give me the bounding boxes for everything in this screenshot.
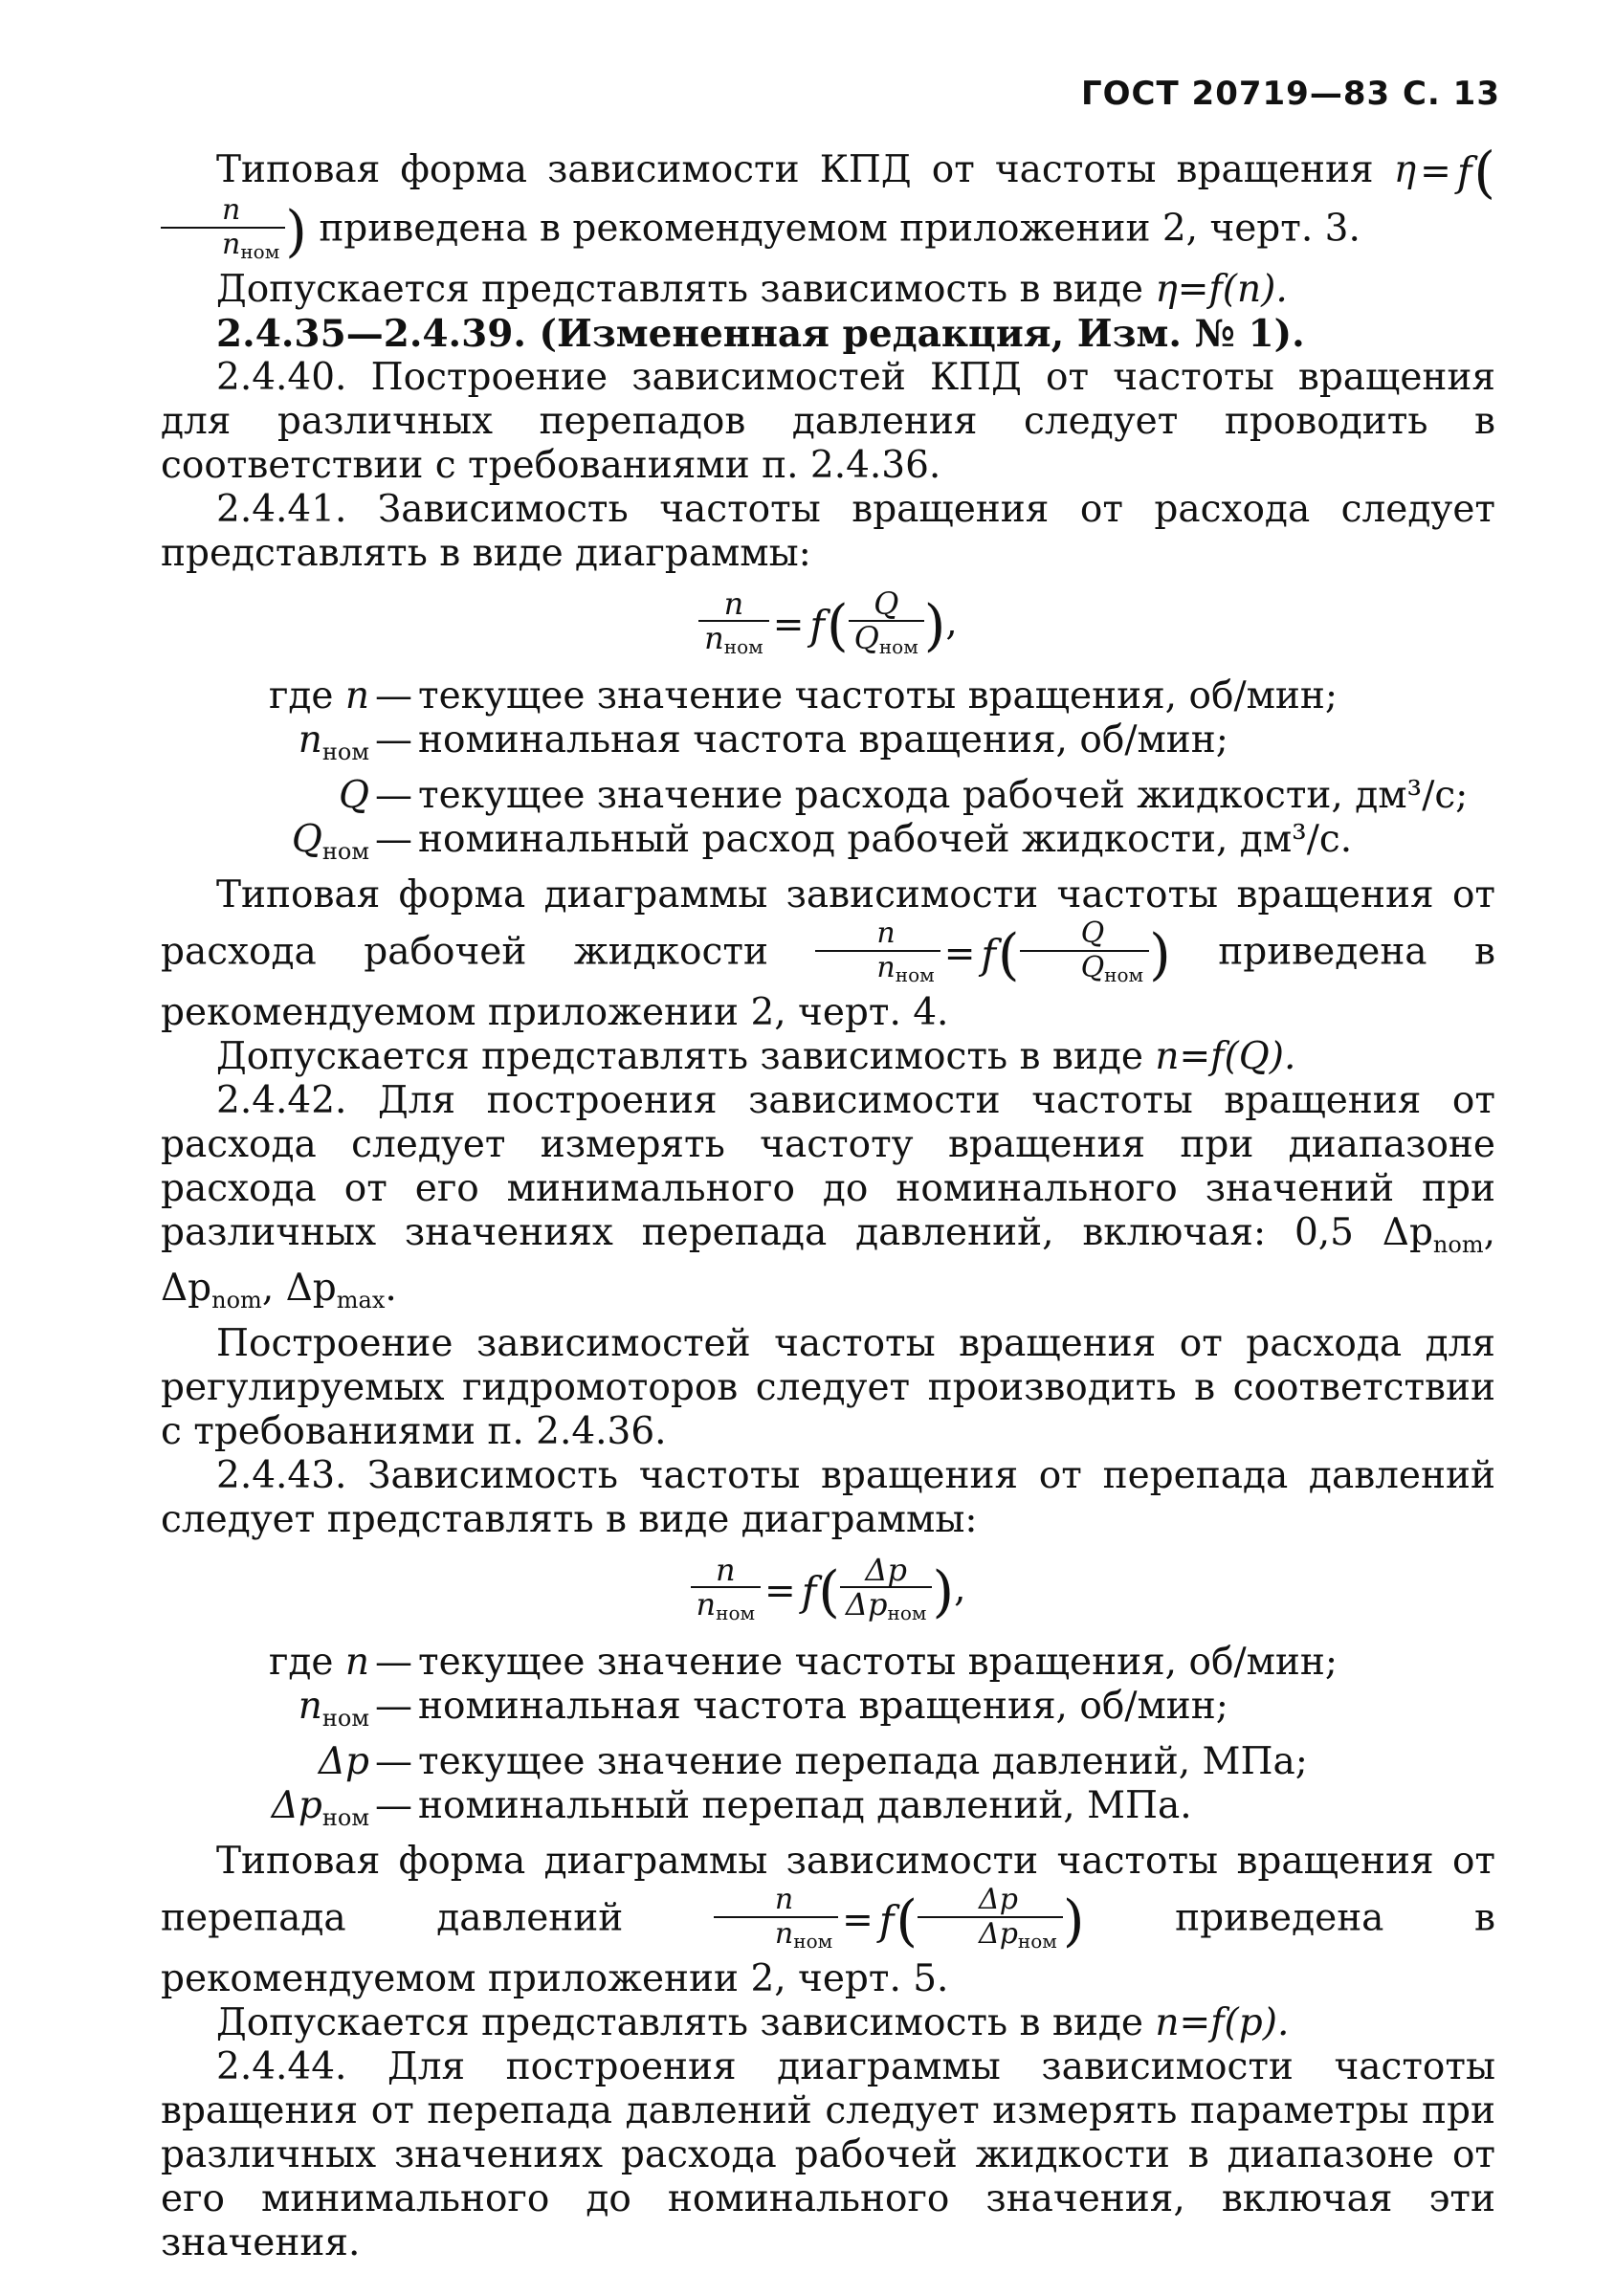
typical-text-a: Типовая форма диаграммы зависимости частоты вращения от расхода рабочей жидкости <box>161 873 1495 974</box>
page-header: ГОСТ 20719—83 С. 13 <box>1080 75 1500 113</box>
function-symbol: f <box>981 930 996 978</box>
lhs-den-sub: ном <box>716 1601 756 1624</box>
term-sub: ном <box>321 838 369 865</box>
lhs-den <box>691 1588 762 1629</box>
allowed-formula: n=f(p). <box>1155 2001 1290 2044</box>
definition-text: номинальная частота вращения, об/мин; <box>418 718 1228 762</box>
p42-end: . <box>385 1267 397 1310</box>
rhs-den-var: Δp <box>979 1917 1018 1951</box>
paragraph-2-4-42-b: Построение зависимостей частоты вращения от расхода для регулируемых гидромоторов следует производить в соответствии с требованиями п. 2.4.36. <box>161 1322 1495 1453</box>
equals-sign: = <box>764 1569 796 1613</box>
definition-term <box>161 818 369 873</box>
p42-mid2: , Δp <box>261 1267 337 1310</box>
term-symbol: n <box>344 1641 369 1684</box>
definition-item <box>161 718 1495 774</box>
definition-text: номинальная частота вращения, об/мин; <box>418 1685 1228 1728</box>
definition-term <box>161 1740 369 1784</box>
equals-sign: = <box>772 603 805 647</box>
paragraph-2-4-35: 2.4.35—2.4.39. (Измененная редакция, Изм. № 1). <box>216 312 1305 356</box>
fraction-numerator: n <box>161 194 285 229</box>
paren-open: ( <box>818 1558 840 1624</box>
intro-paragraph <box>161 140 1495 268</box>
allowed-text: Допускается представлять зависимость в виде <box>216 1035 1156 1078</box>
definition-item <box>161 1740 1495 1784</box>
lhs-fraction <box>698 587 769 663</box>
paragraph-2-4-43: 2.4.43. Зависимость частоты вращения от перепада давлений следует представлять в виде диаграммы: <box>161 1454 1495 1541</box>
definition-item <box>161 1784 1495 1840</box>
allowed-text: Допускается представлять зависимость в виде <box>216 2001 1156 2044</box>
definition-text: текущее значение расхода рабочей жидкости, дм³/с; <box>418 774 1469 817</box>
term-sub: ном <box>321 739 369 765</box>
paren-close: ) <box>923 592 946 658</box>
fraction-denominator <box>161 229 285 268</box>
definition-text: текущее значение частоты вращения, об/мин; <box>418 1641 1338 1684</box>
formula-tail: , <box>945 601 958 645</box>
definition-item <box>161 818 1495 873</box>
paragraph-2-4-44: 2.4.44. Для построения диаграммы зависимости частоты вращения от перепада давлений следует измерять параметры при различных значениях расхода рабочей жидкости в диапазоне от его минимального до номинального значения, включая эти значения. <box>161 2045 1495 2264</box>
term-symbol: n <box>298 718 322 762</box>
term-sub: ном <box>321 1705 369 1732</box>
lhs-num: n <box>714 1884 838 1918</box>
p42-sub-nom1: nom <box>1432 1231 1484 1258</box>
intro-tail: приведена в рекомендуемом приложении 2, черт. 3. <box>319 207 1361 251</box>
lhs-num: n <box>698 587 769 622</box>
allowed-text: Допускается представлять зависимость в виде <box>216 268 1156 311</box>
lhs-den <box>815 952 940 991</box>
equals-sign: = <box>842 1898 874 1942</box>
definition-term <box>161 774 369 818</box>
den-var: n <box>222 228 241 261</box>
rhs-num: Q <box>849 587 924 622</box>
rhs-den <box>849 622 924 663</box>
dash: — <box>375 774 412 817</box>
den-sub: ном <box>240 240 280 263</box>
equals-sign: = <box>943 932 976 976</box>
term-symbol: Δp <box>318 1740 369 1783</box>
definition-item <box>161 1641 1495 1685</box>
definition-term <box>161 718 369 774</box>
typical-form-2 <box>161 1840 1495 2001</box>
lhs-num: n <box>815 917 940 952</box>
p42-mid: , Δp <box>161 1211 1495 1310</box>
allowed-formula: n=f(Q). <box>1155 1035 1296 1078</box>
lhs-den-sub: ном <box>793 1930 833 1953</box>
paragraph-2-4-42 <box>161 1079 1495 1322</box>
typical-text-b: приведена в рекомендуемом приложении 2, черт. 4. <box>161 930 1495 1034</box>
lhs-den <box>714 1918 838 1957</box>
eta-symbol: η <box>1393 148 1417 191</box>
term-symbol: n <box>344 674 369 718</box>
lhs-den-sub: ном <box>723 635 763 658</box>
typical-text-b: приведена в рекомендуемом приложении 2, черт. 5. <box>161 1896 1495 2000</box>
paren-close: ) <box>932 1558 955 1624</box>
term-sub: ном <box>321 1804 369 1831</box>
lhs-den-var: n <box>876 951 896 984</box>
definition-item <box>161 1685 1495 1740</box>
rhs-den-sub: ном <box>887 1601 927 1624</box>
equals-sign: = <box>1420 150 1451 193</box>
function-symbol: f <box>878 1896 895 1944</box>
definition-text: номинальный перепад давлений, МПа. <box>418 1784 1192 1827</box>
definition-term <box>161 1685 369 1740</box>
allowed-2 <box>161 2001 1495 2045</box>
function-symbol: f <box>801 1567 817 1615</box>
rhs-den <box>918 1918 1063 1957</box>
definition-item <box>161 774 1495 818</box>
dash: — <box>375 674 412 718</box>
definition-text: текущее значение частоты вращения, об/мин; <box>418 674 1338 718</box>
paren-open: ( <box>826 592 849 658</box>
lhs-fraction <box>691 1554 762 1629</box>
rhs-den <box>840 1588 933 1629</box>
rhs-num: Δp <box>840 1554 933 1588</box>
term-symbol: Q <box>339 774 369 817</box>
paren-open: ( <box>896 1888 918 1954</box>
intro-allowed <box>161 268 1495 312</box>
p42-text: 2.4.42. Для построения зависимости частоты вращения от расхода следует измерять частоту вращения при диапазоне расхода от его минимального до номинального значений при различных значениях перепада давлений, включая: 0,5 Δp <box>161 1079 1495 1254</box>
definition-text: текущее значение перепада давлений, МПа; <box>418 1740 1308 1783</box>
lhs-den-sub: ном <box>895 963 935 986</box>
definitions-list-1 <box>161 674 1495 873</box>
where-word: где <box>268 1641 334 1684</box>
document-body <box>161 140 1495 2265</box>
dash: — <box>375 1740 412 1783</box>
typical-form-1 <box>161 873 1495 1035</box>
dash: — <box>375 1685 412 1728</box>
definition-text: номинальный расход рабочей жидкости, дм³/с. <box>418 818 1353 861</box>
rhs-fraction <box>840 1554 933 1629</box>
lhs-num: n <box>691 1554 762 1588</box>
paren-close: ) <box>285 198 307 264</box>
paren-close: ) <box>1149 921 1171 987</box>
paragraph-2-4-40: 2.4.40. Построение зависимостей КПД от частоты вращения для различных перепадов давления следует проводить в соответствии с требованиями п. 2.4.36. <box>161 356 1495 487</box>
typical-text-a: Типовая форма диаграммы зависимости частоты вращения от перепада давлений <box>161 1840 1495 1940</box>
rhs-den-sub: ном <box>1104 963 1144 986</box>
lhs-den-var: n <box>704 620 724 656</box>
intro-fraction <box>161 194 285 268</box>
definition-term <box>161 1641 369 1685</box>
function-symbol: f <box>1456 148 1472 195</box>
allowed-formula: η=f(n). <box>1155 268 1288 311</box>
rhs-den-sub: ном <box>1017 1930 1057 1953</box>
lhs-den-var: n <box>774 1917 794 1951</box>
inline-lhs-fraction <box>815 917 940 991</box>
definition-term <box>161 674 369 718</box>
rhs-num: Q <box>1020 917 1150 952</box>
inline-rhs-fraction <box>1020 917 1150 991</box>
p42-sub-max: max <box>336 1287 386 1314</box>
definition-term <box>161 1784 369 1840</box>
function-symbol: f <box>809 601 825 649</box>
inline-lhs-fraction <box>714 1884 838 1957</box>
rhs-den-var: Q <box>853 620 879 656</box>
formula-n-q <box>161 587 1495 663</box>
rhs-num: Δp <box>918 1884 1063 1918</box>
dash: — <box>375 1784 412 1827</box>
lhs-den <box>698 622 769 663</box>
paragraph-2-4-41: 2.4.41. Зависимость частоты вращения от расхода следует представлять в виде диаграммы: <box>161 488 1495 575</box>
dash: — <box>375 818 412 861</box>
definitions-list-2 <box>161 1641 1495 1840</box>
rhs-den-var: Q <box>1080 951 1105 984</box>
dash: — <box>375 718 412 762</box>
intro-line1: Типовая форма зависимости КПД от частоты вращения <box>216 148 1374 191</box>
dash: — <box>375 1641 412 1684</box>
allowed-1 <box>161 1035 1495 1079</box>
rhs-den-sub: ном <box>878 635 918 658</box>
p42-sub-nom2: nom <box>211 1287 262 1314</box>
rhs-fraction <box>849 587 924 663</box>
lhs-den-var: n <box>696 1586 717 1623</box>
paren-open: ( <box>997 921 1020 987</box>
term-symbol: Q <box>291 818 322 861</box>
definition-item <box>161 674 1495 718</box>
formula-n-dp <box>161 1554 1495 1629</box>
term-symbol: Δp <box>271 1784 322 1827</box>
inline-rhs-fraction <box>918 1884 1063 1957</box>
paren-open: ( <box>1473 140 1495 205</box>
term-symbol: n <box>298 1685 322 1728</box>
formula-tail: , <box>954 1567 966 1611</box>
paren-close: ) <box>1062 1888 1085 1954</box>
where-word: где <box>268 674 334 718</box>
rhs-den-var: Δp <box>845 1586 888 1623</box>
rhs-den <box>1020 952 1150 991</box>
